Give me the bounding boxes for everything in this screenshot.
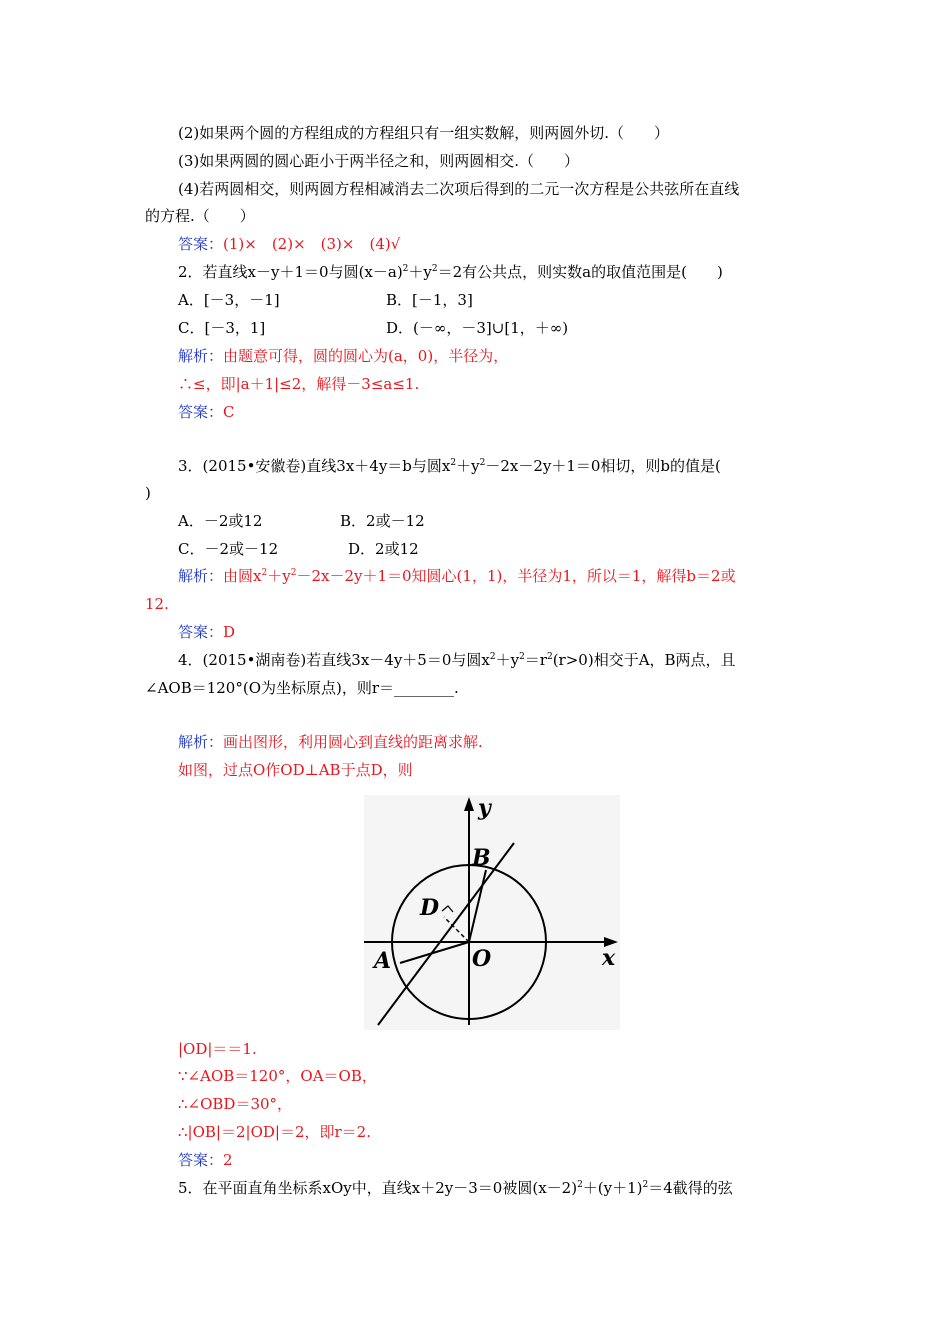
superscript: 2 — [519, 652, 525, 662]
q3-option-c: C．－2或－12 — [178, 540, 279, 558]
analysis-text: 由题意可得，圆的圆心为(a，0)，半径为， — [223, 347, 509, 365]
analysis-label: 解析： — [178, 567, 224, 585]
q4-stem — [178, 650, 736, 670]
superscript: 2 — [431, 264, 438, 274]
q2-option-c: C．[－3，1] — [178, 319, 266, 337]
q3-stem-part: －2x－2y＋1＝0相切，则b的值是( — [485, 457, 721, 475]
q4-step-4: ∴|OB|＝2|OD|＝2，即r＝2. — [178, 1123, 371, 1141]
point-b-label: B — [472, 845, 491, 871]
q4-stem-line2: ∠AOB＝120°(O为坐标原点)，则r＝________. — [145, 679, 459, 697]
q2-option-b: B．[－1，3] — [386, 291, 473, 309]
q2-stem-part: 2．若直线x－y＋1＝0与圆(x－a) — [178, 263, 403, 281]
analysis-part: ＋y — [267, 567, 291, 585]
x-axis-label: x — [602, 945, 616, 971]
q2-stem — [178, 262, 723, 282]
q3-option-b: B．2或－12 — [340, 512, 425, 530]
superscript: 2 — [489, 652, 496, 662]
q5-stem-part: ＝4截得的弦 — [648, 1179, 733, 1197]
q5-stem-part: ＋(y＋1) — [582, 1179, 643, 1197]
answer-label: 答案： — [178, 235, 224, 253]
answer-label: 答案： — [178, 623, 224, 641]
q2-option-a: A．[－3，－1] — [178, 291, 280, 309]
point-d-label: D — [420, 895, 440, 921]
q1-item-3: (3)如果两圆的圆心距小于两半径之和，则两圆相交.（ ） — [178, 152, 580, 170]
analysis-label: 解析： — [178, 733, 224, 751]
q4-step-2: ∵∠AOB＝120°，OA＝OB， — [178, 1067, 377, 1085]
q3-stem-part: 3．(2015•安徽卷)直线3x＋4y＝b与圆x — [178, 457, 451, 475]
q1-item-4-line1: (4)若两圆相交，则两圆方程相减消去二次项后得到的二元一次方程是公共弦所在直线 — [178, 180, 740, 198]
q2-analysis — [178, 346, 508, 366]
q3-option-d: D．2或12 — [348, 540, 419, 558]
superscript: 2 — [546, 652, 553, 662]
superscript: 2 — [479, 458, 486, 468]
analysis-text: 画出图形，利用圆心到直线的距离求解. — [223, 733, 483, 751]
q4-figure-intro: 如图，过点O作OD⊥AB于点D，则 — [178, 761, 413, 779]
superscript: 2 — [450, 458, 457, 468]
analysis-label: 解析： — [178, 347, 224, 365]
answer-text: D — [223, 623, 236, 641]
figure-background — [364, 795, 620, 1030]
q5-stem-part: 5．在平面直角坐标系xOy中，直线x＋2y－3＝0被圆(x－2) — [178, 1179, 578, 1197]
q3-stem-part: ＋y — [456, 457, 480, 475]
q2-answer — [178, 402, 235, 422]
q4-step-1: |OD|＝＝1. — [178, 1040, 257, 1058]
answer-text: C — [223, 403, 235, 421]
circle-chord-figure — [364, 795, 620, 1030]
q3-analysis — [178, 566, 736, 586]
superscript: 2 — [261, 568, 268, 578]
q4-stem-part: (r>0)相交于A，B两点，且 — [552, 651, 736, 669]
analysis-part: －2x－2y＋1＝0知圆心(1，1)，半径为1，所以＝1，解得b＝2或 — [296, 567, 736, 585]
answer-text: 2 — [223, 1151, 233, 1169]
q4-analysis — [178, 732, 483, 752]
y-axis-label: y — [478, 795, 491, 821]
point-a-label: A — [374, 948, 392, 974]
answer-text: (1)× (2)× (3)× (4)√ — [223, 235, 401, 253]
analysis-part: 由圆x — [223, 567, 262, 585]
q2-stem-part: ＋y — [408, 263, 432, 281]
superscript: 2 — [290, 568, 297, 578]
q1-item-2: (2)如果两个圆的方程组成的方程组只有一组实数解，则两圆外切.（ ） — [178, 124, 670, 142]
q3-answer — [178, 622, 235, 642]
superscript: 2 — [402, 264, 409, 274]
q3-option-a: A．－2或12 — [178, 512, 263, 530]
superscript: 2 — [642, 1180, 649, 1190]
q2-stem-part: ＝2有公共点，则实数a的取值范围是( ) — [437, 263, 723, 281]
q1-item-4-line2: 的方程.（ ） — [145, 207, 255, 225]
q4-answer — [178, 1150, 233, 1170]
q2-step: ∴≤，即|a＋1|≤2，解得－3≤a≤1. — [178, 375, 420, 393]
q1-answer — [178, 234, 400, 254]
q3-stem — [178, 456, 721, 476]
q3-analysis-line2: 12. — [145, 595, 169, 613]
q3-stem-line2: ) — [145, 484, 151, 502]
q4-step-3: ∴∠OBD＝30°， — [178, 1095, 293, 1113]
superscript: 2 — [577, 1180, 583, 1190]
q4-stem-part: ＝r — [524, 651, 547, 669]
q4-stem-part: ＋y — [495, 651, 520, 669]
q4-stem-part: 4．(2015•湖南卷)若直线3x－4y＋5＝0与圆x — [178, 651, 490, 669]
q5-stem — [178, 1178, 733, 1198]
q2-option-d: D．(－∞，－3]∪[1，＋∞) — [386, 319, 569, 337]
answer-label: 答案： — [178, 1151, 224, 1169]
answer-label: 答案： — [178, 403, 224, 421]
origin-label: O — [472, 946, 492, 972]
